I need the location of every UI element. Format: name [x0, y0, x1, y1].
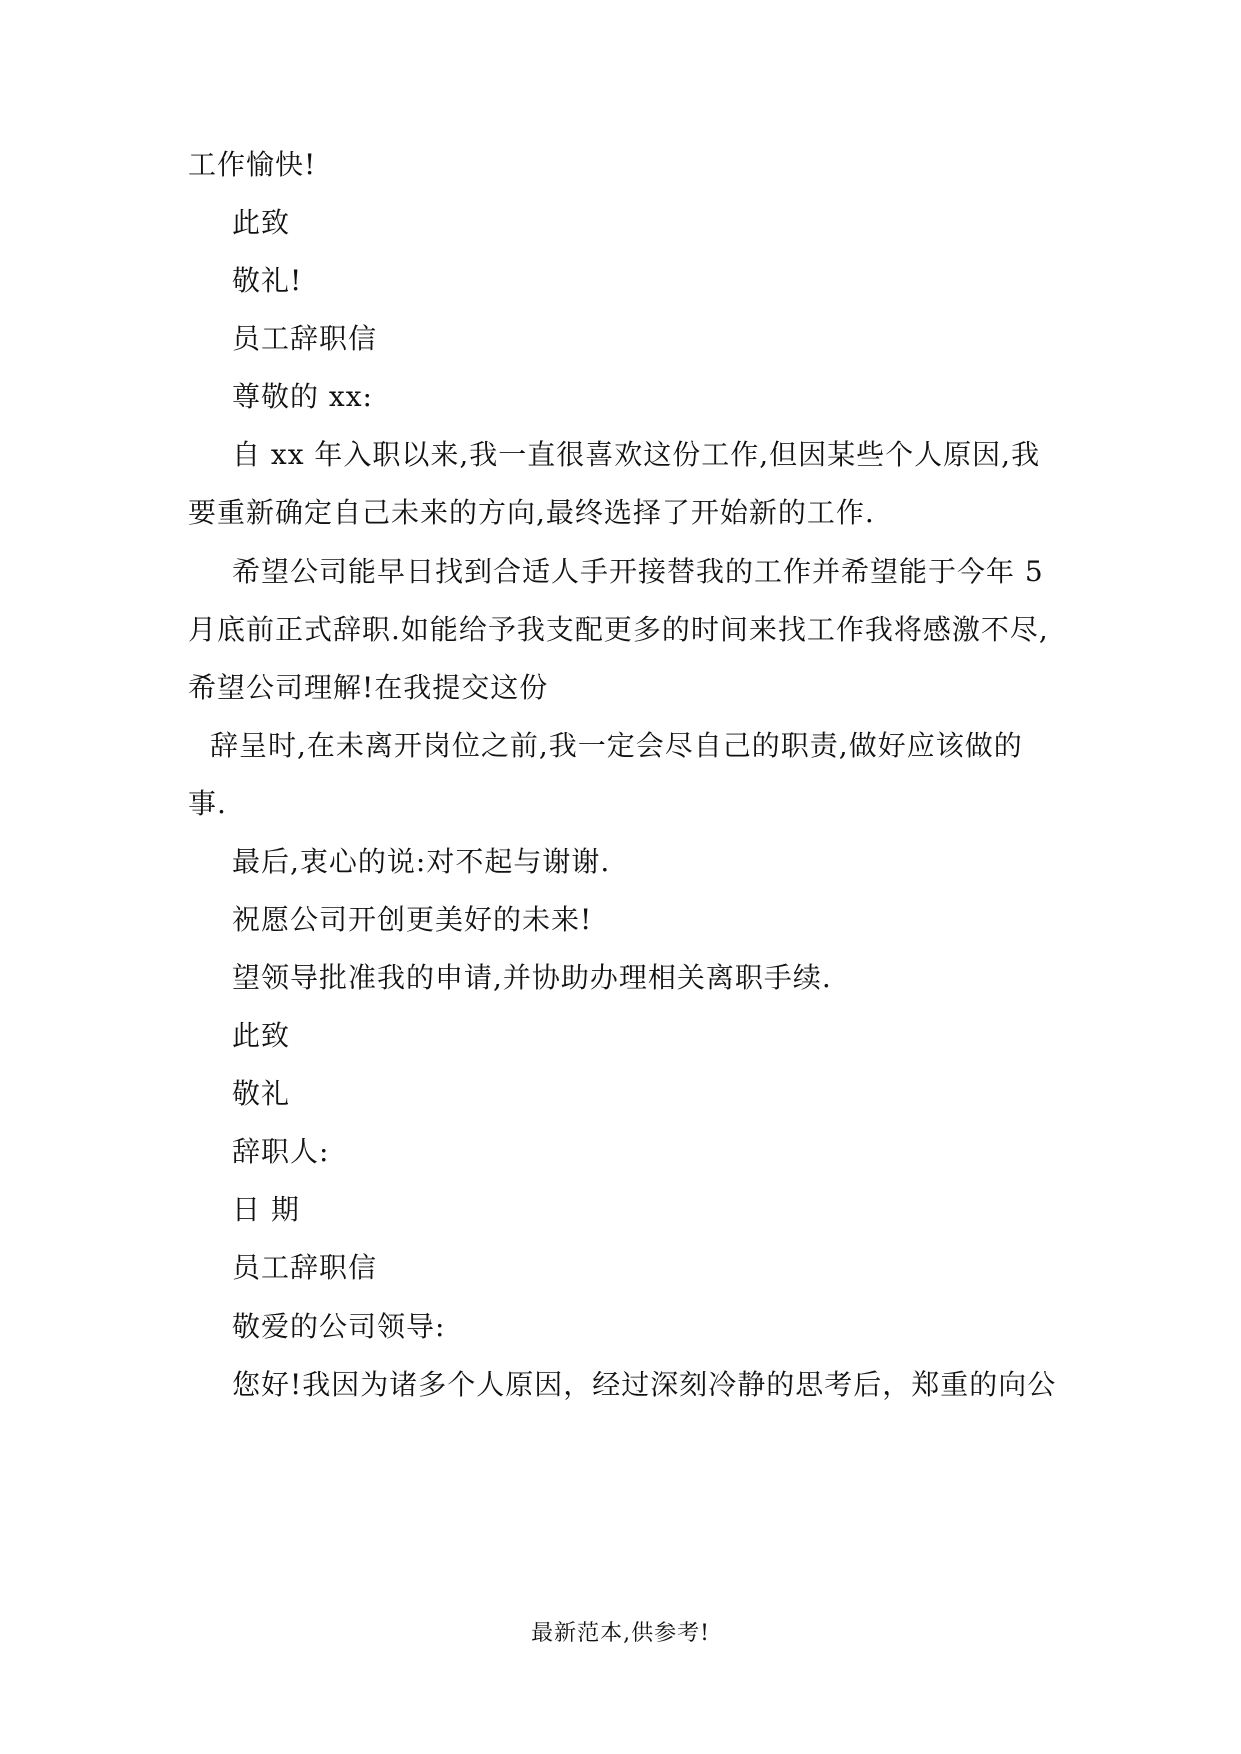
date-label: 日 期: [232, 1193, 300, 1226]
text-line: 事.: [188, 787, 227, 820]
text-line: 此致: [232, 206, 291, 239]
salutation: 尊敬的 xx:: [232, 380, 373, 413]
text-line: 最后,衷心的说:对不起与谢谢.: [232, 845, 611, 878]
text-line: 祝愿公司开创更美好的未来!: [232, 903, 593, 936]
text-line: 辞呈时,在未离开岗位之前,我一定会尽自己的职责,做好应该做的: [210, 729, 1023, 762]
text-line: 望领导批准我的申请,并协助办理相关离职手续.: [232, 961, 832, 994]
text-line: 希望公司理解!在我提交这份: [188, 671, 549, 704]
section-heading: 员工辞职信: [232, 1251, 378, 1284]
section-heading: 员工辞职信: [232, 322, 378, 355]
text-line: 要重新确定自己未来的方向,最终选择了开始新的工作.: [188, 496, 875, 529]
text-line: 希望公司能早日找到合适人手开接替我的工作并希望能于今年 5: [232, 555, 1044, 588]
signature-label: 辞职人:: [232, 1135, 330, 1168]
text-line: 工作愉快!: [188, 148, 317, 181]
salutation: 敬爱的公司领导:: [232, 1310, 446, 1343]
closing-line: 敬礼: [232, 1077, 291, 1110]
closing-line: 此致: [232, 1019, 291, 1052]
text-line: 月底前正式辞职.如能给予我支配更多的时间来找工作我将感激不尽,: [188, 613, 1049, 646]
text-line: 自 xx 年入职以来,我一直很喜欢这份工作,但因某些个人原因,我: [232, 438, 1041, 471]
text-line: 敬礼!: [232, 264, 303, 297]
text-line: 您好!我因为诸多个人原因，经过深刻冷静的思考后，郑重的向公: [232, 1368, 1057, 1401]
page-footer: 最新范本,供参考!: [531, 1621, 710, 1646]
